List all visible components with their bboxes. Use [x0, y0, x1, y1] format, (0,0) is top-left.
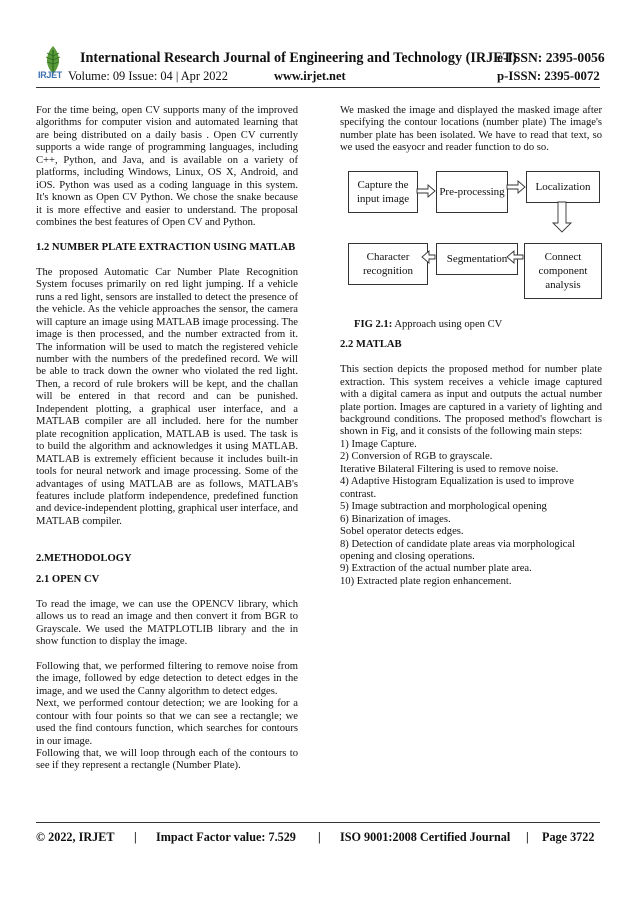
footer-separator: |	[134, 830, 137, 844]
flow-box-character-recognition: Character recognition	[348, 243, 428, 285]
flow-box-localization: Localization	[526, 171, 600, 203]
section-heading: 2.2 MATLAB	[340, 339, 402, 351]
arrow-right-icon	[417, 185, 435, 197]
list-item: 5) Image subtraction and morphological opening	[340, 501, 547, 513]
flow-box-segmentation: Segmentation	[436, 243, 518, 275]
list-item: Iterative Bilateral Filtering is used to remove noise.	[340, 463, 559, 475]
journal-title: International Research Journal of Engineering and Technology (IRJET)	[80, 50, 517, 66]
list-item: 6) Binarization of images.	[340, 513, 451, 525]
footer-separator: |	[318, 830, 321, 844]
paragraph: This section depicts the proposed method for number plate extraction. This system receives a vehicle image captured with a digital camera as input and outputs the actual number plate portion. Images are captured in a variety of lighting and background conditions. The proposed method's flowchart is shown in Fig, and it consists of the following main steps:	[340, 364, 602, 438]
paragraph: To read the image, we can use the OPENCV library, which allows us to read an image and then convert it from BGR to Grayscale. We used the MATPLOTLIB library and the in show function to display the image.	[36, 598, 298, 647]
footer-rule	[36, 822, 600, 823]
list-item: 9) Extraction of the actual number plate area.	[340, 563, 532, 575]
logo-text: IRJET	[38, 70, 63, 80]
footer-impact-factor: Impact Factor value: 7.529	[156, 830, 296, 844]
arrow-down-icon	[553, 202, 571, 232]
paragraph: Next, we performed contour detection; we are looking for a contour with four points so that we can see a rectangle; we used the find contours function, which searches for contours in our image.	[36, 698, 298, 747]
list-item: 4) Adaptive Histogram Equalization is used to improve contrast.	[340, 476, 574, 500]
footer-copyright: © 2022, IRJET	[36, 830, 115, 844]
left-column	[36, 105, 298, 773]
flowchart-arrows	[340, 171, 602, 311]
volume-issue: Volume: 09 Issue: 04 | Apr 2022	[68, 69, 228, 83]
e-issn: e-ISSN: 2395-0056	[497, 50, 605, 65]
paragraph: Following that, we performed filtering to remove noise from the image, followed by edge detection to detect edges in the image, and we used the Canny algorithm to detect edges.	[36, 660, 298, 697]
arrow-left-icon	[507, 251, 523, 263]
paragraph: For the time being, open CV supports many of the improved algorithms for computer vision and automated learning that are being distributed on a daily basis . Open CV currently supports a wide range of programming languages, including C++, Python, and Java, and is available on a variety of platforms, including Windows, Linux, OS X, Android, and iOS. Python was used as a coding language in this system. It's known as Open CV Python. We chose the snake because it is more effective and easier to understand. The proposal combines the best features of Open CV and Python.	[36, 105, 298, 229]
section-heading: 2.1 OPEN CV	[36, 573, 100, 585]
footer-separator: |	[526, 830, 529, 844]
figure-caption: FIG 2.1: Approach using open CV	[354, 318, 503, 330]
p-issn: p-ISSN: 2395-0072	[497, 69, 600, 83]
paragraph: The proposed Automatic Car Number Plate Recognition System focuses primarily on red light jumping. If a vehicle runs a red light, sensors are installed to detect the presence of the vehicle. As the vehicle approaches the sensor, the camera will capture an image using MATLAB image processing. The image is then processed, and the number extracted from it. The information will be used to match the registered vehicle number with the numbers of the predefined record. We will be able to track down the owner who violated the red light. Then, a record of rule brokers will be kept, and the challan will be entered in that record and can be punished. Independent plotting, a graphical user interface, and a MATLAB compiler are all included. here for the number plate recognition application, MATLAB is used. The task is to build the algorithm and acknowledges it using MATLAB. MATLAB is extremely efficient because it includes built-in tools for neural network and image processing. Some of the advantages of using MATLAB are as follows, MATLAB's features include platform independence, predefined function and device-independent plotting, graphical user interface, and MATLAB compiler.	[36, 266, 298, 527]
flow-box-capture: Capture the input image	[348, 171, 418, 213]
footer-page-number: Page 3722	[542, 830, 595, 844]
right-column	[340, 105, 602, 588]
flow-box-preprocessing: Pre-processing	[436, 171, 508, 213]
flow-box-connect-component: Connect component analysis	[524, 243, 602, 299]
section-heading: 1.2 NUMBER PLATE EXTRACTION USING MATLAB	[36, 241, 296, 253]
flowchart-figure	[340, 171, 602, 311]
list-item: 1) Image Capture.	[340, 438, 417, 450]
section-heading: 2.METHODOLOGY	[36, 553, 132, 565]
paragraph: Following that, we will loop through each of the contours to see if they represent a rectangle (Number Plate).	[36, 748, 298, 772]
list-item: 10) Extracted plate region enhancement.	[340, 575, 512, 587]
header-rule	[36, 87, 600, 88]
list-item: 8) Detection of candidate plate areas via morphological opening and closing operations.	[340, 538, 576, 562]
footer-iso: ISO 9001:2008 Certified Journal	[340, 830, 511, 844]
journal-website: www.irjet.net	[274, 69, 346, 83]
arrow-left-icon	[422, 251, 435, 263]
list-item: 2) Conversion of RGB to grayscale.	[340, 451, 493, 463]
paragraph: We masked the image and displayed the masked image after specifying the contour locations (number plate) The image's number plate has been isolated. We have to read that text, so we used the easyocr and reader function to do so.	[340, 105, 602, 154]
steps-list	[340, 439, 602, 588]
list-item: Sobel operator detects edges.	[340, 526, 464, 538]
arrow-right-icon	[507, 181, 525, 193]
page-header	[0, 0, 638, 96]
